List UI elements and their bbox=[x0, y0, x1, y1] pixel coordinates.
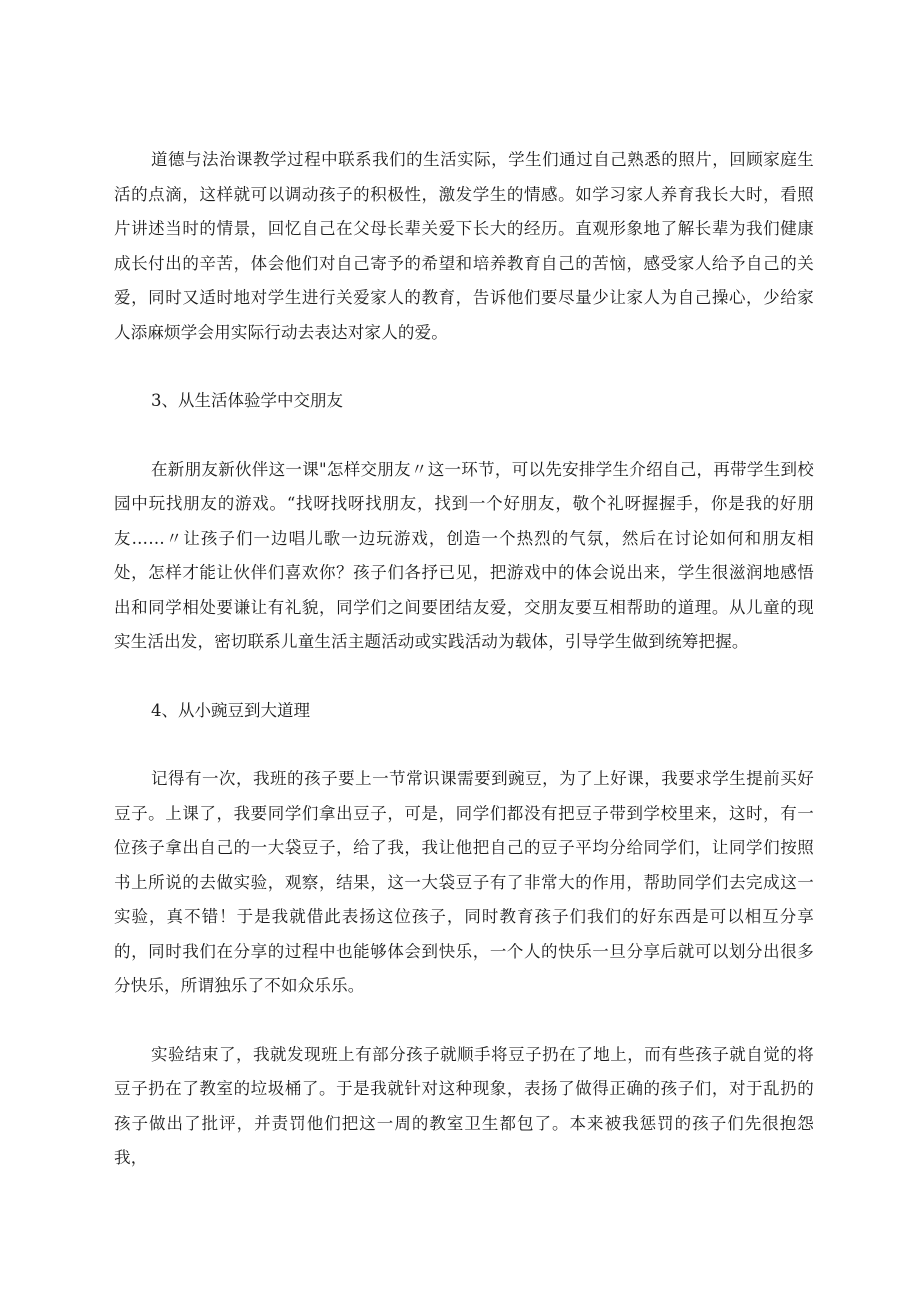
paragraph-spacer bbox=[114, 419, 814, 453]
paragraph-spacer bbox=[114, 660, 814, 694]
paragraph-peas-experiment: 记得有一次，我班的孩子要上一节常识课需要到豌豆，为了上好课，我要求学生提前买好豆子。上课了，我要同学们拿出豆子，可是，同学们都没有把豆子带到学校里来，这时，有一位孩子拿出自己的一大袋豆子，给了我，我让他把自己的豆子平均分给同学们，让同学们按照书上所说的去做实验，观察，结果，这一大袋豆子有了非常大的作用，帮助同学们去完成这一实验，真不错！于是我就借此表扬这位孩子，同时教育孩子们我们的好东西是可以相互分享的，同时我们在分享的过程中也能够体会到快乐，一个人的快乐一旦分享后就可以划分出很多分快乐，所谓独乐了不如众乐乐。 bbox=[114, 769, 814, 995]
section-heading-4: 4、从小豌豆到大道理 bbox=[151, 700, 310, 720]
paragraph-spacer bbox=[114, 350, 814, 384]
section-heading-3: 3、从生活体验学中交朋友 bbox=[151, 391, 343, 410]
paragraph-after-experiment: 实验结束了，我就发现班上有部分孩子就顺手将豆子扔在了地上，而有些孩子就自觉的将豆子扔在了教室的垃圾桶了。于是我就针对这种现象，表扬了做得正确的孩子们，对于乱扔的孩子做出了批评，并责罚他们把这一周的教室卫生都包了。本来被我惩罚的孩子们先很抱怨我， bbox=[114, 1044, 814, 1167]
paragraph-family-photos: 道德与法治课教学过程中联系我们的生活实际，学生们通过自己熟悉的照片，回顾家庭生活的点滴，这样就可以调动孩子的积极性，激发学生的情感。如学习家人养育我长大时，看照片讲述当时的情景，回忆自己在父母长辈关爱下长大的经历。直观形象地了解长辈为我们健康成长付出的辛苦，体会他们对自己寄予的希望和培养教育自己的苦恼，感受家人给予自己的关爱，同时又适时地对学生进行关爱家人的教育，告诉他们要尽量少让家人为自己操心，少给家人添麻烦学会用实际行动去表达对家人的爱。 bbox=[114, 150, 814, 342]
paragraph-spacer bbox=[114, 728, 814, 762]
document-body bbox=[114, 143, 814, 1176]
paragraph-making-friends: 在新朋友新伙伴这一课"怎样交朋友〃这一环节，可以先安排学生介绍自己，再带学生到校园中玩找朋友的游戏。“找呀找呀找朋友，找到一个好朋友，敬个礼呀握握手，你是我的好朋友……〃让孩子们一边唱儿歌一边玩游戏，创造一个热烈的气氛，然后在讨论如何和朋友相处，怎样才能让伙伴们喜欢你？孩子们各抒已见，把游戏中的体会说出来，学生很滋润地感悟出和同学相处要谦让有礼貌，同学们之间要团结友爱，交朋友要互相帮助的道理。从儿童的现实生活出发，密切联系儿童生活主题活动或实践活动为载体，引导学生做到统筹把握。 bbox=[114, 459, 814, 651]
paragraph-spacer bbox=[114, 1004, 814, 1038]
